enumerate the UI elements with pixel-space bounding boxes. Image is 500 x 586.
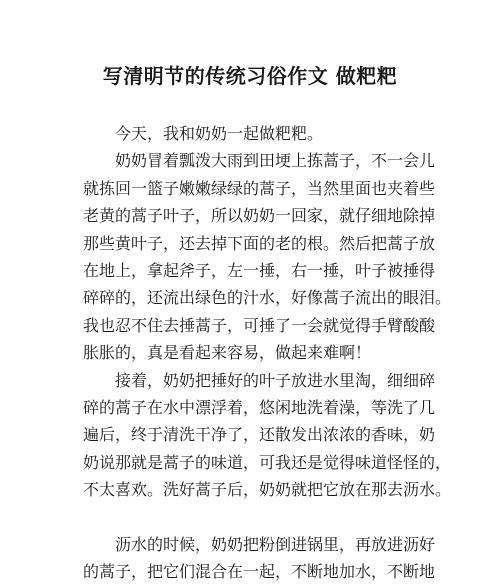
text-line: 碎的蒿子在水中漂浮着，悠闲地洗着澡，等洗了几 — [83, 397, 436, 417]
paragraph-gap — [83, 503, 423, 530]
text-line: 老黄的蒿子叶子，所以奶奶一回家，就仔细地除掉 — [83, 206, 436, 226]
text-line: 在地上，拿起斧子，左一捶，右一捶，叶子被捶得 — [83, 260, 436, 280]
article-body — [83, 120, 452, 586]
text-line: 今天，我和奶奶一起做粑粑。 — [83, 124, 324, 143]
text-line: 不太喜欢。洗好蒿子后，奶奶就把它放在那去沥水。 — [83, 480, 452, 500]
text-line: 沥水的时候，奶奶把粉倒进锅里，再放进沥好 — [83, 534, 436, 554]
text-line: 我也忍不住去捶蒿子，可捶了一会就觉得手臂酸酸 — [83, 315, 436, 335]
text-line: 碎碎的，还流出绿色的汁水，好像蒿子流出的眼泪。 — [83, 288, 452, 308]
text-line: 遍后，终于清洗干净了，还散发出浓浓的香味，奶 — [83, 425, 436, 445]
text-line: 的蒿子，把它们混合在一起，不断地加水，不断地 — [83, 562, 436, 582]
page-title: 写清明节的传统习俗作文 做粑粑 — [102, 64, 398, 88]
text-line: 接着，奶奶把捶好的叶子放进水里淘，细细碎 — [83, 370, 436, 390]
text-line: 那些黄叶子，还去掉下面的老的根。然后把蒿子放 — [83, 233, 436, 253]
text-line: 胀胀的，真是看起来容易，做起来难啊！ — [83, 343, 372, 363]
text-line: 奶奶冒着瓢泼大雨到田埂上拣蒿子，不一会儿 — [83, 151, 436, 171]
text-line: 奶说那就是蒿子的味道，可我还是觉得味道怪怪的， — [83, 452, 452, 472]
text-line: 就拣回一篮子嫩嫩绿绿的蒿子，当然里面也夹着些 — [83, 178, 436, 198]
